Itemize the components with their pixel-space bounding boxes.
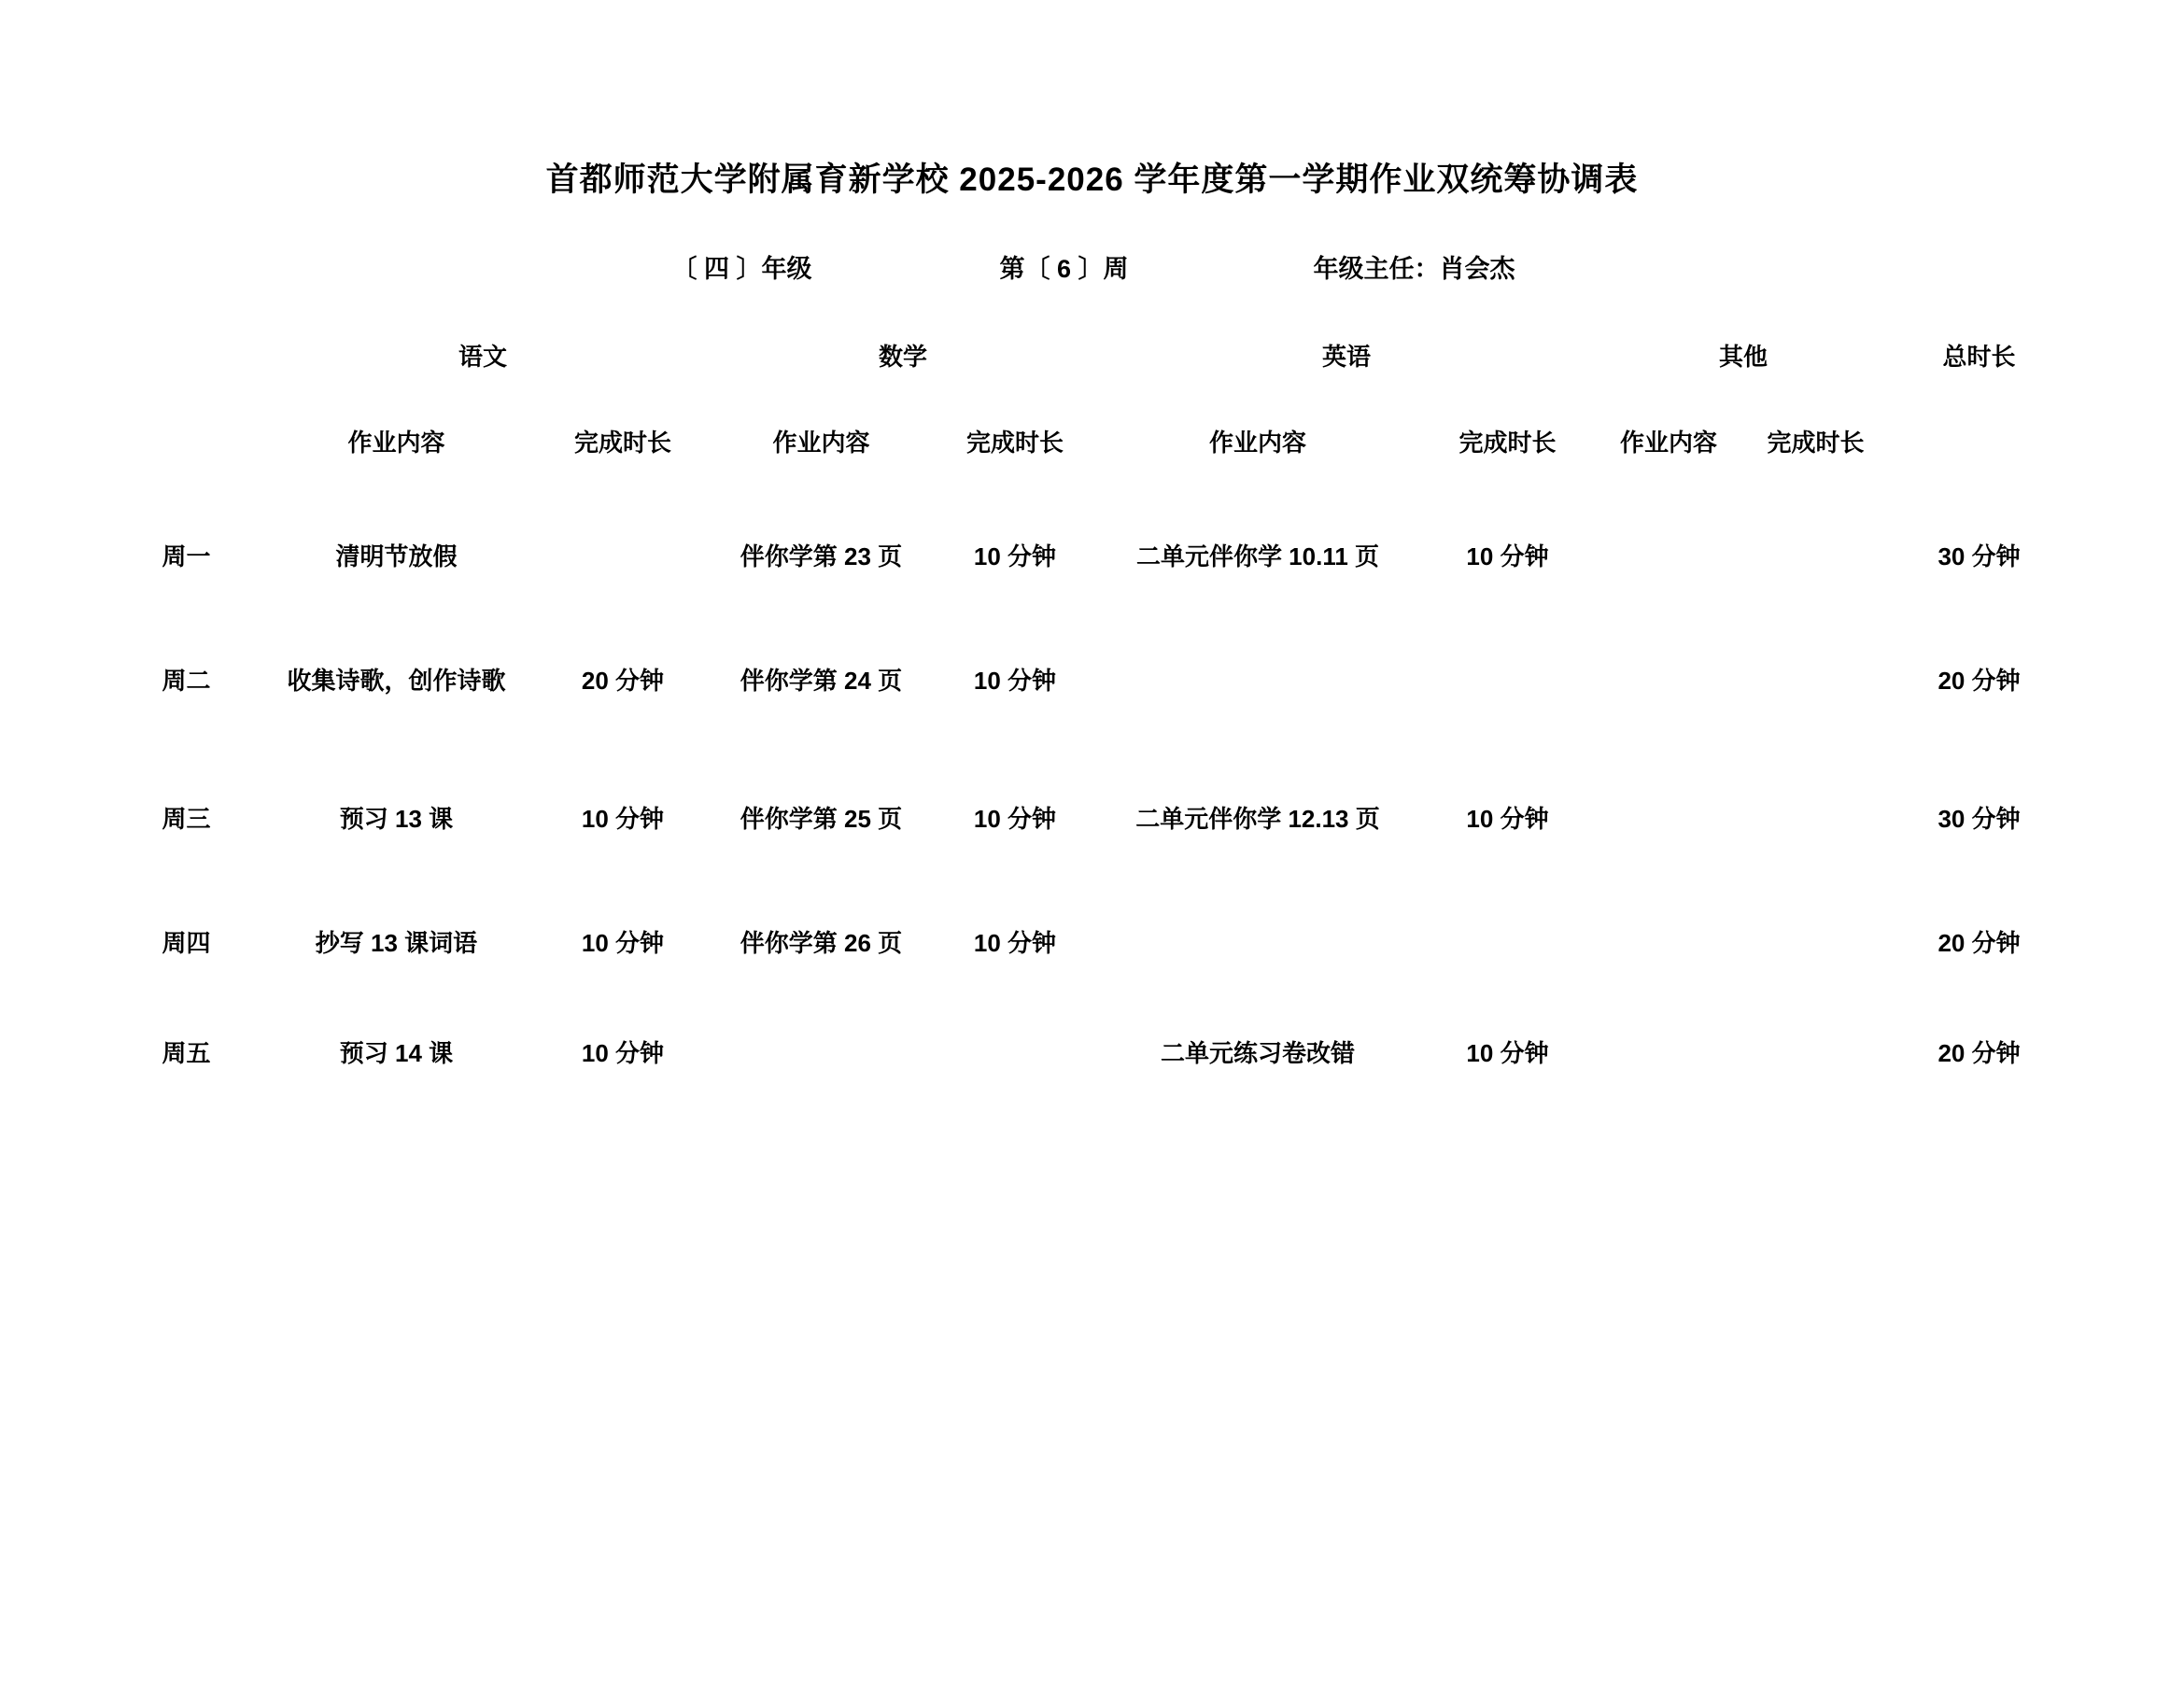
subject-header-blank bbox=[116, 311, 256, 400]
column-header-math-content: 作业内容 bbox=[772, 429, 870, 457]
row-day: 周一 bbox=[162, 542, 211, 570]
document-page bbox=[0, 159, 2184, 1703]
table-row bbox=[116, 611, 2067, 749]
row-total: 30 分钟 bbox=[1937, 805, 2021, 833]
row-total: 20 分钟 bbox=[1937, 1039, 2021, 1067]
row-math-content: 伴你学第 24 页 bbox=[740, 667, 903, 695]
row-other-duration bbox=[1741, 611, 1891, 749]
row-english-content bbox=[1097, 611, 1419, 749]
row-math-duration: 10 分钟 bbox=[973, 805, 1057, 833]
row-total: 20 分钟 bbox=[1937, 667, 2021, 695]
row-english-duration bbox=[1419, 887, 1597, 997]
row-total: 20 分钟 bbox=[1937, 929, 2021, 957]
table-row bbox=[116, 749, 2067, 887]
row-math-content: 伴你学第 26 页 bbox=[740, 929, 903, 957]
row-other-duration bbox=[1741, 749, 1891, 887]
spacer-cell bbox=[116, 484, 2067, 500]
subject-header-total: 总时长 bbox=[1942, 342, 2016, 371]
grade-director-label: 年级主任：肖会杰 bbox=[1313, 254, 1515, 283]
row-other-duration bbox=[1741, 887, 1891, 997]
row-day: 周四 bbox=[162, 929, 211, 957]
spacer-row bbox=[116, 484, 2067, 500]
row-math-duration bbox=[933, 997, 1096, 1107]
row-chinese-content: 清明节放假 bbox=[335, 542, 458, 570]
table-row bbox=[116, 887, 2067, 997]
grade-label: 〔 四 〕年级 bbox=[671, 254, 812, 283]
row-other-content bbox=[1597, 611, 1741, 749]
row-english-content: 二单元练习卷改错 bbox=[1160, 1039, 1355, 1067]
row-chinese-content: 抄写 13 课词语 bbox=[315, 929, 478, 957]
subject-header-other: 其他 bbox=[1719, 342, 1768, 371]
row-chinese-content: 预习 14 课 bbox=[339, 1039, 454, 1067]
row-chinese-content: 收集诗歌，创作诗歌 bbox=[287, 667, 506, 695]
subject-header-english: 英语 bbox=[1322, 342, 1372, 371]
row-chinese-duration: 20 分钟 bbox=[581, 667, 665, 695]
column-header-math-duration: 完成时长 bbox=[965, 429, 1064, 457]
row-math-duration: 10 分钟 bbox=[973, 667, 1057, 695]
column-header-chinese-content: 作业内容 bbox=[347, 429, 445, 457]
table-row bbox=[116, 997, 2067, 1107]
column-header-other-content: 作业内容 bbox=[1620, 429, 1718, 457]
row-day: 周三 bbox=[162, 805, 211, 833]
subtitle-row bbox=[0, 248, 2184, 285]
row-math-content bbox=[709, 997, 933, 1107]
row-other-duration bbox=[1741, 997, 1891, 1107]
row-english-duration: 10 分钟 bbox=[1466, 805, 1549, 833]
subject-header-math: 数学 bbox=[878, 342, 927, 371]
row-math-content: 伴你学第 23 页 bbox=[740, 542, 903, 570]
subject-header-row bbox=[116, 311, 2067, 400]
row-math-content: 伴你学第 25 页 bbox=[740, 805, 903, 833]
row-other-content bbox=[1597, 500, 1741, 611]
row-math-duration: 10 分钟 bbox=[973, 542, 1057, 570]
row-chinese-duration: 10 分钟 bbox=[581, 805, 665, 833]
column-header-chinese-duration: 完成时长 bbox=[573, 429, 671, 457]
column-header-row bbox=[116, 400, 2067, 484]
table-row bbox=[116, 500, 2067, 611]
row-other-duration bbox=[1741, 500, 1891, 611]
row-chinese-duration bbox=[536, 500, 709, 611]
row-english-content bbox=[1097, 887, 1419, 997]
row-english-duration bbox=[1419, 611, 1597, 749]
column-header-english-content: 作业内容 bbox=[1208, 429, 1306, 457]
homework-coordination-table bbox=[116, 311, 2067, 1107]
row-chinese-content: 预习 13 课 bbox=[339, 805, 454, 833]
row-english-duration: 10 分钟 bbox=[1466, 1039, 1549, 1067]
row-other-content bbox=[1597, 749, 1741, 887]
row-english-content: 二单元伴你学 10.11 页 bbox=[1135, 542, 1380, 570]
page-title: 首都师范大学附属育新学校 2025-2026 学年度第一学期作业双统筹协调表 bbox=[545, 162, 1639, 198]
row-chinese-duration: 10 分钟 bbox=[581, 1039, 665, 1067]
row-english-duration: 10 分钟 bbox=[1466, 542, 1549, 570]
row-day: 周五 bbox=[162, 1039, 211, 1067]
row-total: 30 分钟 bbox=[1937, 542, 2021, 570]
column-header-english-duration: 完成时长 bbox=[1458, 429, 1557, 457]
row-other-content bbox=[1597, 997, 1741, 1107]
row-other-content bbox=[1597, 887, 1741, 997]
row-math-duration: 10 分钟 bbox=[973, 929, 1057, 957]
row-day: 周二 bbox=[162, 667, 211, 695]
column-header-blank bbox=[116, 400, 256, 484]
week-label: 第〔 6 〕周 bbox=[999, 254, 1129, 283]
row-english-content: 二单元伴你学 12.13 页 bbox=[1135, 805, 1380, 833]
subject-header-chinese: 语文 bbox=[458, 342, 507, 371]
row-chinese-duration: 10 分钟 bbox=[581, 929, 665, 957]
column-header-other-duration: 完成时长 bbox=[1767, 429, 1865, 457]
column-header-total-blank bbox=[1891, 400, 2068, 484]
